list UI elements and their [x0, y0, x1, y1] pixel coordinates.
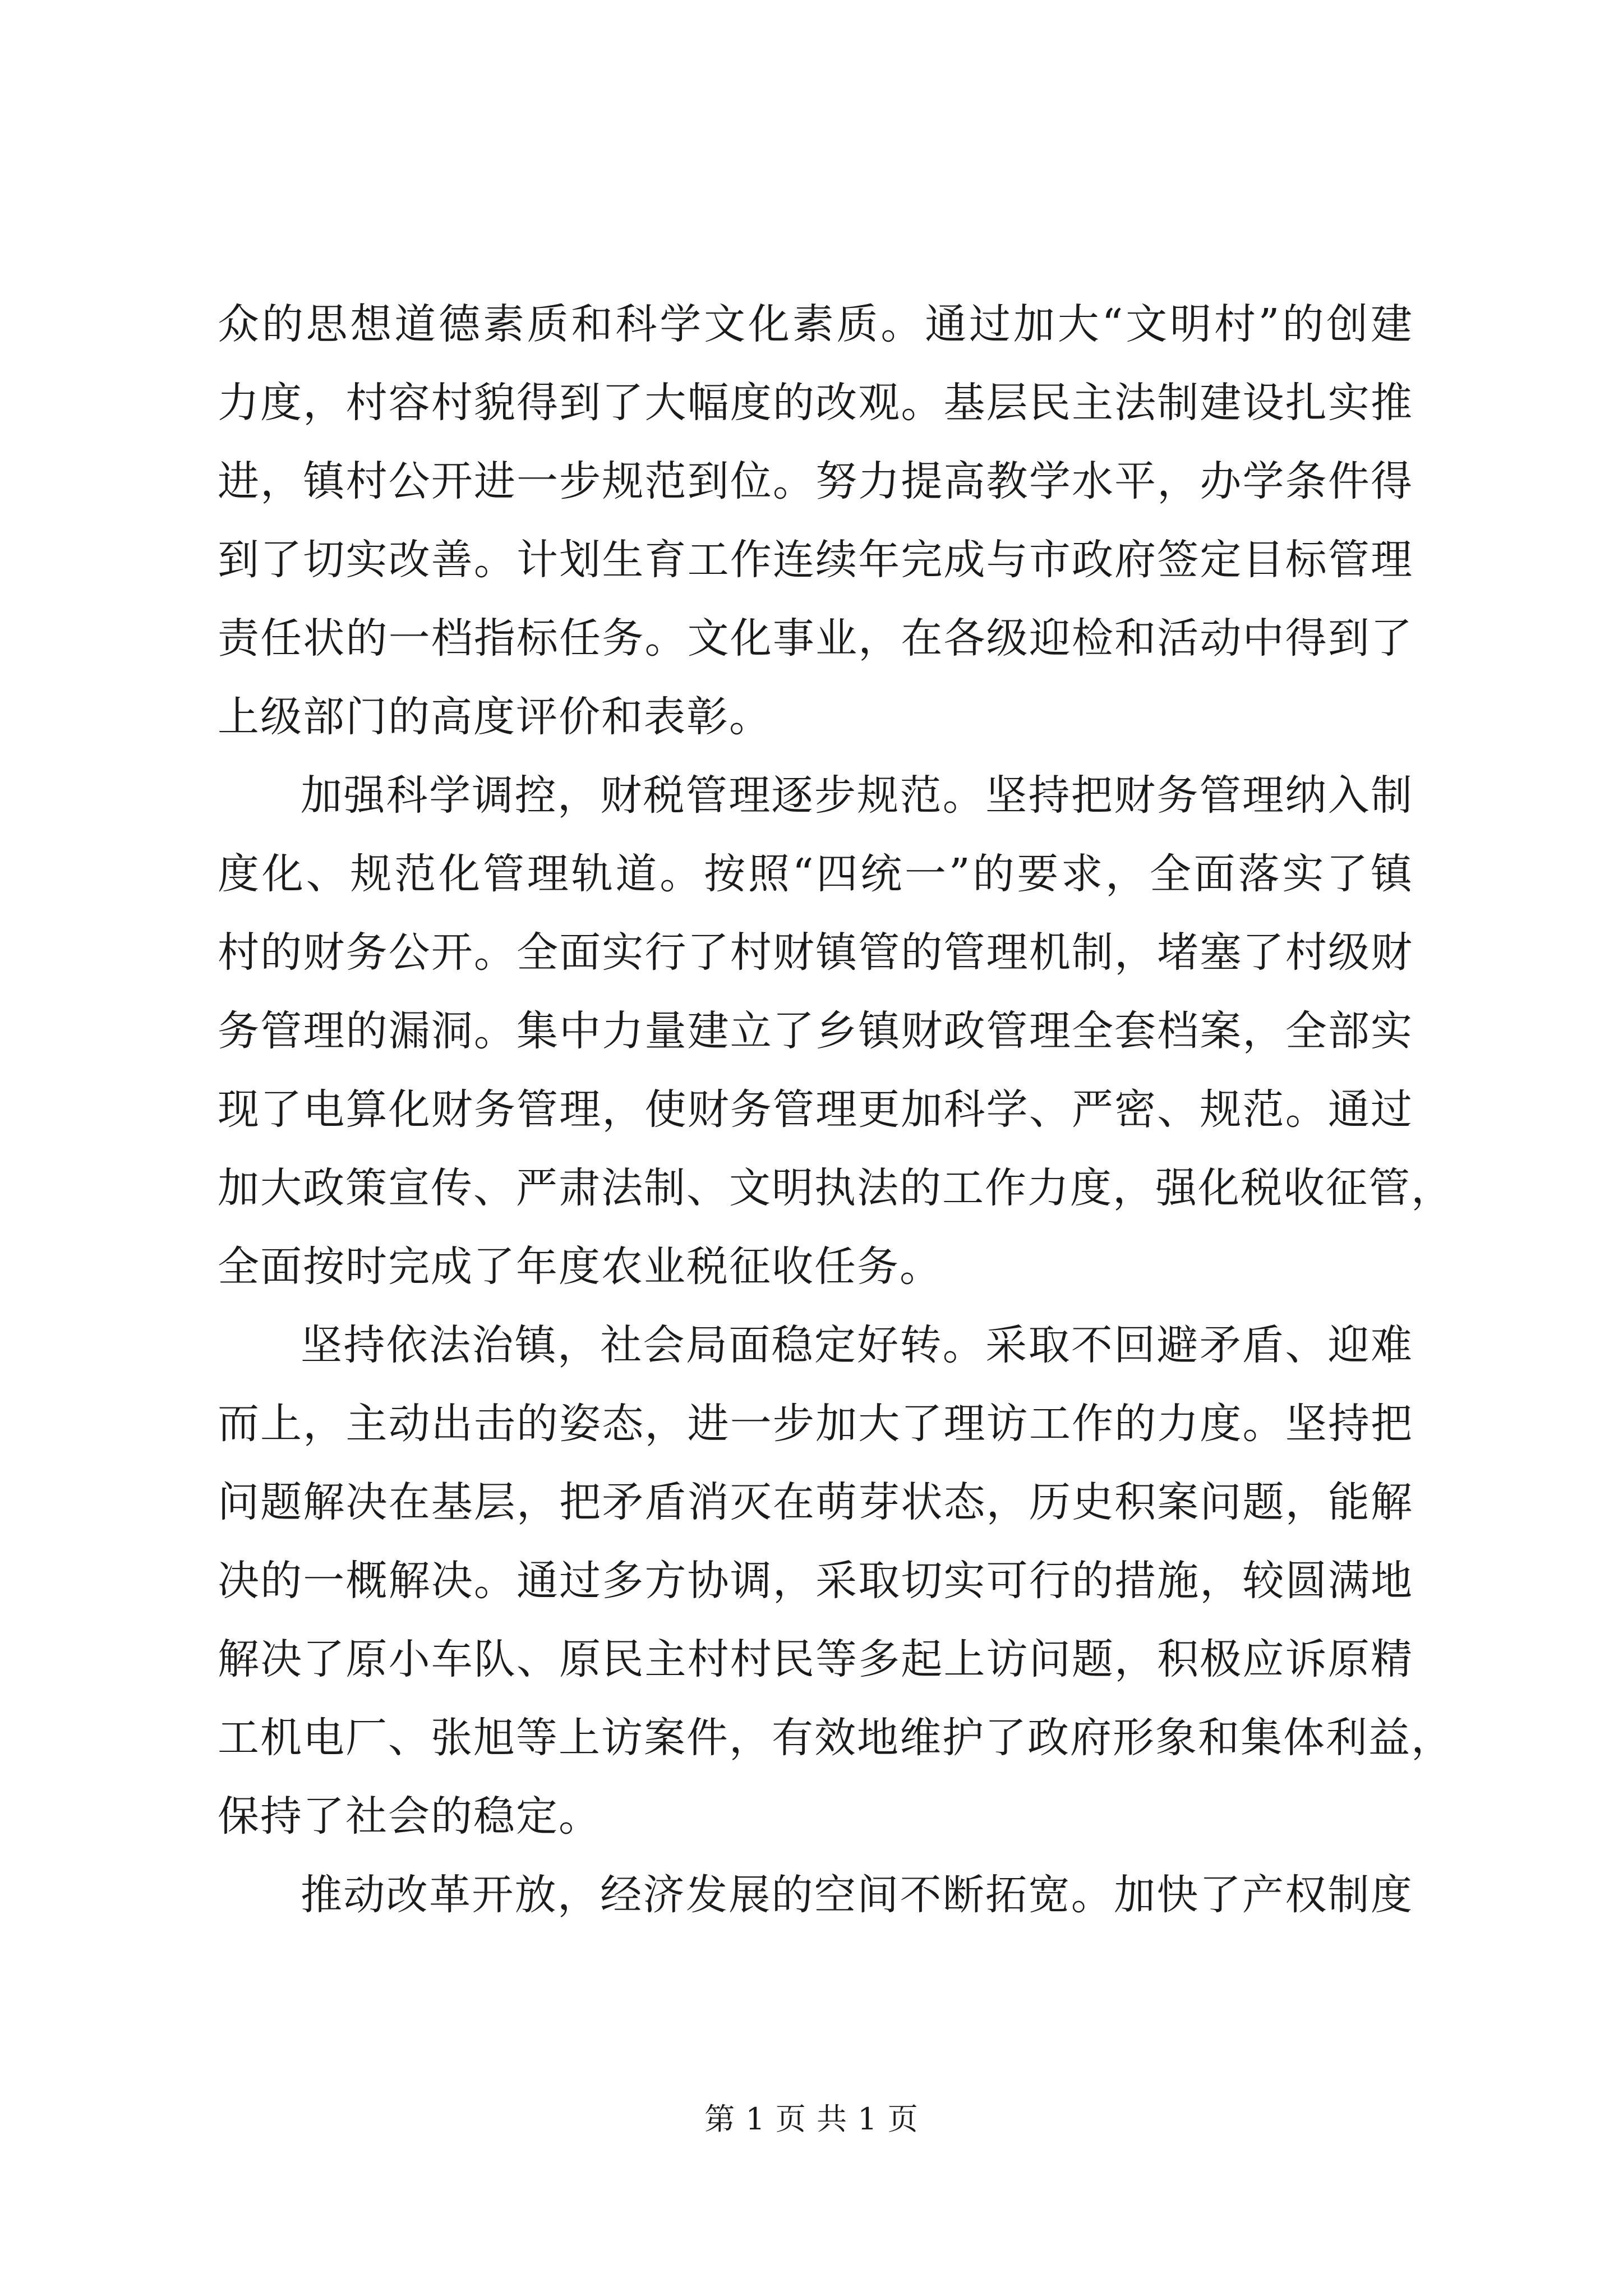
text-line: 推动改革开放，经济发展的空间不断拓宽。加快了产权制度: [301, 1871, 1413, 1919]
paragraph-3: [218, 1306, 1454, 1856]
paragraph-4: [218, 1856, 1413, 1934]
text-line: 上级部门的高度评价和表彰。: [218, 693, 772, 741]
text-line: 度化、规范化管理轨道。按照“四统一”的要求，全面落实了镇: [218, 850, 1413, 898]
text-line: 责任状的一档指标任务。文化事业，在各级迎检和活动中得到了: [218, 614, 1413, 662]
text-line: 加大政策宣传、严肃法制、文明执法的工作力度，强化税收征管，: [218, 1164, 1454, 1212]
text-line: 进，镇村公开进一步规范到位。努力提高教学水平，办学条件得: [218, 457, 1413, 505]
text-line: 全面按时完成了年度农业税征收任务。: [218, 1243, 942, 1291]
text-line: 坚持依法治镇，社会局面稳定好转。采取不回避矛盾、迎难: [301, 1321, 1413, 1369]
text-line: 解决了原小车队、原民主村村民等多起上访问题，积极应诉原精: [218, 1635, 1413, 1683]
paragraph-1: [218, 285, 1413, 756]
document-body: [218, 285, 1454, 1934]
text-line: 加强科学调控，财税管理逐步规范。坚持把财务管理纳入制: [301, 771, 1413, 820]
text-line: 现了电算化财务管理，使财务管理更加科学、严密、规范。通过: [218, 1085, 1413, 1134]
text-line: 保持了社会的稳定。: [218, 1792, 601, 1841]
text-line: 力度，村容村貌得到了大幅度的改观。基层民主法制建设扎实推: [218, 379, 1413, 427]
text-line: 工机电厂、张旭等上访案件，有效地维护了政府形象和集体利益，: [218, 1714, 1454, 1762]
page-number-label: 第 1 页 共 1 页: [704, 2101, 919, 2137]
text-line: 决的一概解决。通过多方协调，采取切实可行的措施，较圆满地: [218, 1557, 1413, 1605]
text-line: 村的财务公开。全面实行了村财镇管的管理机制，堵塞了村级财: [218, 928, 1413, 977]
text-line: 众的思想道德素质和科学文化素质。通过加大“文明村”的创建: [218, 300, 1413, 348]
text-line: 到了切实改善。计划生育工作连续年完成与市政府签定目标管理: [218, 536, 1413, 584]
text-line: 而上，主动出击的姿态，进一步加大了理访工作的力度。坚持把: [218, 1400, 1413, 1448]
paragraph-2: [218, 756, 1454, 1306]
text-line: 问题解决在基层，把矛盾消灭在萌芽状态，历史积案问题，能解: [218, 1478, 1413, 1526]
page-footer: [0, 2095, 1623, 2138]
text-line: 务管理的漏洞。集中力量建立了乡镇财政管理全套档案，全部实: [218, 1007, 1413, 1055]
